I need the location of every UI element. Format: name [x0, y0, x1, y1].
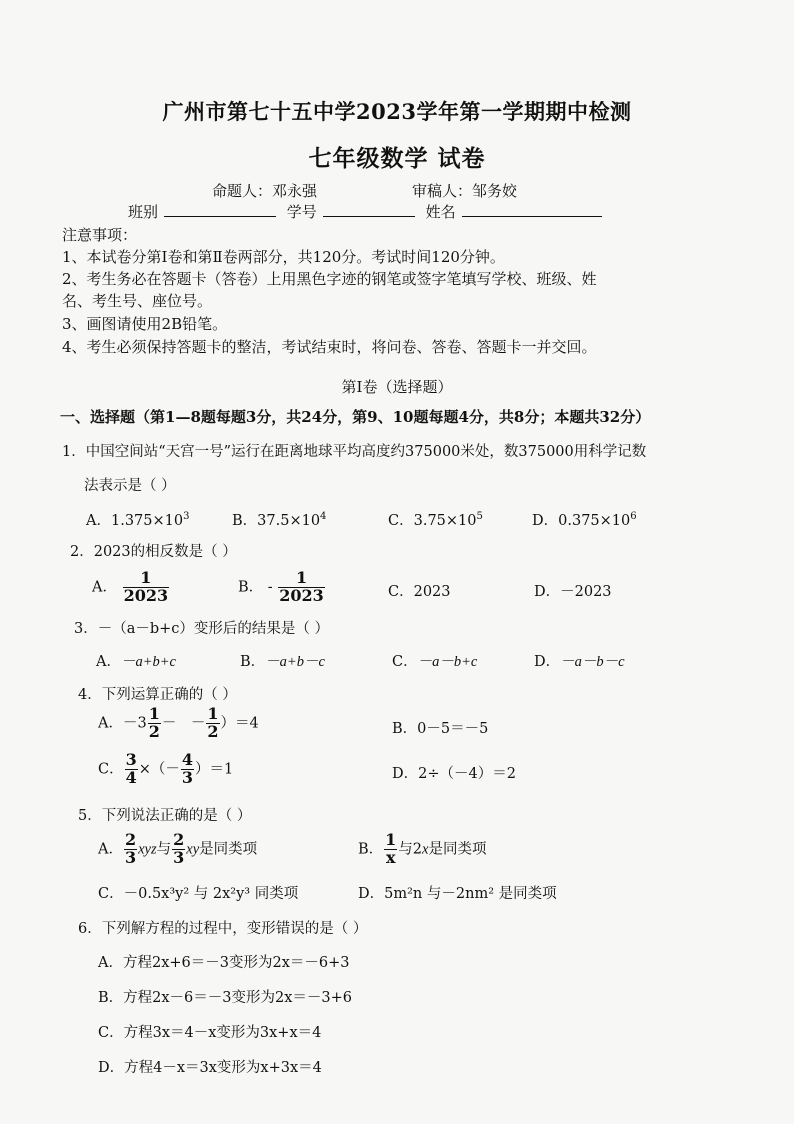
class-blank[interactable]: [164, 202, 276, 217]
option-label: B．: [238, 579, 264, 596]
denominator: 2: [148, 721, 160, 741]
q6-option-c[interactable]: C．方程3x＝4－x变形为3x+x＝4: [98, 1025, 322, 1041]
q3-option-d[interactable]: [534, 650, 625, 671]
id-blank[interactable]: [323, 202, 415, 217]
q2-stem: 2．2023的相反数是（ ）: [70, 544, 237, 560]
q5-option-d[interactable]: [358, 882, 557, 903]
minus-sign: -: [267, 579, 273, 596]
name-label: 姓名: [425, 203, 456, 221]
q3-option-c[interactable]: [392, 650, 477, 671]
option-label: A．: [92, 579, 117, 596]
option-text: 是同类项: [199, 841, 258, 858]
option-label: C．: [98, 761, 124, 778]
denominator: 2: [207, 721, 219, 741]
q5-option-a[interactable]: [98, 832, 257, 867]
fraction: [278, 570, 325, 605]
option-text: 5m²n 与－2nm² 是同类项: [384, 886, 557, 902]
q6-stem: 6．下列解方程的过程中，变形错误的是（ ）: [78, 921, 368, 937]
note-item: 2、考生务必在答题卡（答卷）上用黑色字迹的钢笔或签字笔填写学校、班级、姓: [62, 270, 597, 288]
numerator: 1: [207, 704, 219, 723]
fraction: [206, 706, 219, 741]
q6-option-d[interactable]: D．方程4－x＝3x变形为x+3x＝4: [98, 1060, 322, 1076]
q4-option-a[interactable]: [98, 706, 259, 741]
option-label: B．: [358, 841, 384, 858]
q1-stem-line1: 1．中国空间站“天宫一号”运行在距离地球平均高度约375000米处，数375000用科学记数: [62, 444, 647, 460]
numerator: 1: [140, 568, 152, 587]
fraction: [125, 752, 138, 787]
reviewer-label: 审稿人：邹务姣: [412, 182, 518, 200]
q1-option-c[interactable]: [388, 509, 483, 530]
numerator: 2: [173, 830, 185, 849]
option-text: 37.5×10: [257, 513, 321, 529]
option-label: C．: [392, 654, 418, 670]
exam-title: 广州市第七十五中学2023学年第一学期期中检测: [162, 99, 632, 124]
notes-heading: 注意事项：: [62, 226, 138, 244]
numerator: 1: [295, 568, 308, 587]
denominator: 3: [181, 767, 194, 787]
q4-option-b[interactable]: B．0－5＝－5: [392, 721, 489, 737]
fraction: [124, 832, 137, 867]
option-text: 3.75×10: [413, 513, 477, 529]
option-text: －a－b+c: [417, 654, 478, 670]
variable: x: [422, 841, 429, 858]
option-label: A．: [86, 513, 111, 529]
q2-option-c[interactable]: C．2023: [388, 584, 451, 600]
q5-stem: 5．下列说法正确的是（ ）: [78, 808, 252, 824]
name-blank[interactable]: [462, 202, 602, 217]
option-text: ）＝4: [220, 715, 259, 732]
exponent: 3: [183, 511, 190, 522]
option-label: C．: [388, 513, 414, 529]
q6-option-b[interactable]: B．方程2x－6＝－3变形为2x＝－3+6: [98, 990, 353, 1006]
denominator: 2023: [123, 585, 169, 605]
fraction: [123, 570, 170, 605]
q4-option-d[interactable]: D．2÷（－4）＝2: [392, 766, 516, 782]
option-text: 1.375×10: [110, 513, 184, 529]
denominator: x: [385, 847, 396, 867]
option-text: ×（－: [138, 761, 180, 778]
fraction: [384, 832, 397, 867]
note-item: 3、画图请使用2B铅笔。: [62, 315, 228, 333]
id-label: 学号: [286, 203, 317, 221]
option-label: D．: [534, 654, 561, 670]
numerator: 1: [385, 830, 397, 849]
class-label: 班别: [128, 203, 159, 221]
option-label: C．: [98, 886, 124, 902]
variable: xyz: [138, 841, 157, 858]
q1-stem-line2: 法表示是（ ）: [84, 478, 176, 494]
q3-option-b[interactable]: [240, 650, 325, 671]
option-text: 与2: [398, 841, 423, 858]
note-item: 1、本试卷分第Ⅰ卷和第Ⅱ卷两部分，共120分。考试时间120分钟。: [62, 248, 505, 266]
denominator: 3: [173, 847, 185, 867]
option-label: A．: [98, 841, 123, 858]
setter-label: 命题人：邓永强: [212, 182, 318, 200]
option-label: D．: [358, 886, 385, 902]
denominator: 4: [125, 767, 137, 787]
option-text: －a－b－c: [560, 654, 625, 670]
q2-option-a[interactable]: [92, 570, 170, 605]
option-text: 与: [156, 841, 172, 858]
q2-option-d[interactable]: D．－2023: [534, 584, 612, 600]
exponent: 4: [320, 511, 327, 522]
numerator: 1: [148, 704, 160, 723]
denominator: 2023: [279, 585, 324, 605]
fraction: [172, 832, 185, 867]
option-label: D．: [532, 513, 559, 529]
option-text: 0.375×10: [558, 513, 631, 529]
option-label: A．: [98, 715, 123, 732]
option-text: ）＝1: [195, 761, 234, 778]
numerator: 3: [125, 750, 137, 769]
note-item: 4、考生必须保持答题卡的整洁，考试结束时，将问卷、答卷、答题卡一并交回。: [62, 338, 597, 356]
q1-option-d[interactable]: [532, 509, 637, 530]
q3-option-a[interactable]: [96, 650, 176, 671]
exam-subtitle: 七年级数学 试卷: [308, 145, 486, 172]
q5-option-b[interactable]: [358, 832, 486, 867]
numerator: 2: [124, 830, 137, 849]
denominator: 3: [124, 847, 137, 867]
q2-option-b[interactable]: [238, 570, 326, 605]
option-text: 是同类项: [428, 841, 487, 858]
q6-option-a[interactable]: A．方程2x+6＝－3变形为2x＝－6+3: [98, 955, 350, 971]
variable: xy: [186, 841, 200, 858]
section-heading: 一、选择题（第1—8题每题3分，共24分，第9、10题每题4分，共8分；本题共32分）: [60, 408, 651, 426]
exponent: 6: [630, 511, 637, 522]
exponent: 5: [476, 511, 483, 522]
q4-stem: 4．下列运算正确的（ ）: [78, 687, 237, 703]
note-item: 名、考生号、座位号。: [62, 292, 213, 310]
option-text: －3: [122, 715, 147, 732]
student-info-row: [128, 201, 608, 222]
option-text: －0.5x³y² 与 2x²y³ 同类项: [123, 886, 299, 902]
q4-option-c[interactable]: [98, 752, 233, 787]
option-label: A．: [96, 654, 121, 670]
q5-option-c[interactable]: [98, 882, 298, 903]
part1-title: 第Ⅰ卷（选择题）: [341, 378, 453, 396]
option-text: － －: [161, 715, 206, 732]
option-text: －a+b+c: [120, 654, 176, 670]
fraction: [148, 706, 161, 741]
q1-option-a[interactable]: [86, 509, 189, 530]
q3-stem: 3．－（a－b+c）变形后的结果是（ ）: [74, 621, 330, 637]
option-text: －a+b－c: [265, 654, 325, 670]
option-label: B．: [240, 654, 266, 670]
q1-option-b[interactable]: [232, 509, 326, 530]
fraction: [181, 752, 194, 787]
option-label: B．: [232, 513, 258, 529]
numerator: 4: [181, 750, 194, 769]
